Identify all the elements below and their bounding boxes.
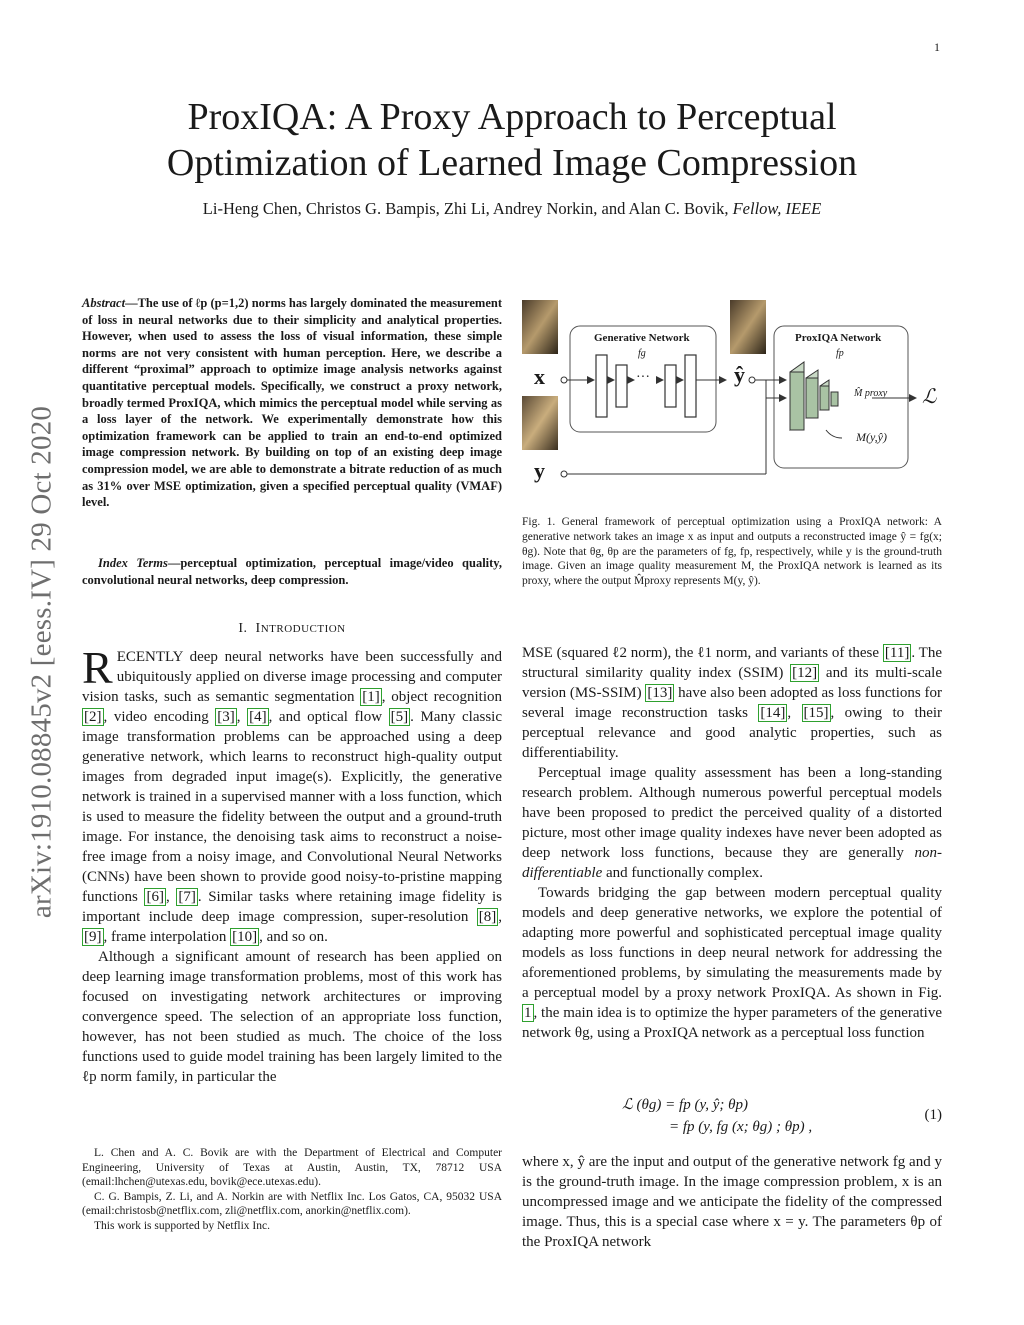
right-paragraph-4: where x, ŷ are the input and output of the generative network fg and y is the ground-truth image. In the image compression problem, x is an uncompressed image and we anticipate the fidelity of the compressed image. Thus, this is a special case where x = y. The parameters θp of the ProxIQA network xyxy=(522,1154,942,1250)
figure-reference-link[interactable]: 1 xyxy=(524,1005,532,1021)
citation-link[interactable]: [4] xyxy=(249,709,267,725)
page-number: 1 xyxy=(934,40,940,54)
citation-link[interactable]: [1] xyxy=(362,689,380,705)
footnote: L. Chen and A. C. Bovik are with the Department of Electrical and Computer Engineering, University of Texas at Austin, Austin, TX, 78712 USA (email:lhchen@utexas.edu, bovik@ece.utexas.edu). xyxy=(82,1147,502,1188)
citation-link[interactable]: [6] xyxy=(146,889,164,905)
author-line: Li-Heng Chen, Christos G. Bampis, Zhi Li, Andrey Norkin, and Alan C. Bovik, Fellow, IEEE xyxy=(202,199,822,218)
proxiqa-network-fp: fp xyxy=(836,348,844,359)
citation-link[interactable]: [7] xyxy=(178,889,196,905)
citation-link[interactable]: [9] xyxy=(84,929,102,945)
ground-truth-image-y xyxy=(522,396,558,450)
citation-link[interactable]: [2] xyxy=(84,709,102,725)
index-terms: Index Terms—perceptual optimization, perceptual image/video quality, convolutional neural networks, deep compression. xyxy=(82,556,502,587)
author-fellow: Fellow, IEEE xyxy=(732,199,822,218)
generative-network-fg: fg xyxy=(638,348,646,359)
generative-layers xyxy=(596,355,696,417)
right-paragraph-2: Perceptual image quality assessment has been a long-standing research problem. Although numerous powerful perceptual models have been proposed to predict the perceived quality of a distorted picture, most other image quality indexes have never been adopted as deep network loss functions, because they are generally non-differentiable and functionally complex. xyxy=(522,765,942,881)
intro-paragraph-1: RECENTLY deep neural networks have been successfully and ubiquitously applied on diverse image processing and computer vision tasks, such as semantic segmentation [1] , object recognition [2] , video encoding [3] , [4] , and optical flow [5] . Many classic image transformation problems can be approached using a deep generative network, which learns to reconstruct high-quality output images from degraded input image(s). Explicitly, the generative network is trained in a supervised manner with a loss function, which is used to measure the fidelity between the output and a ground-truth image. For instance, the denoising task aims to reconstruct a noise-free image from a noisy image, and Convolutional Neural Networks (CNNs) have been shown to provide good noisy-to-pristine mapping functions [6] , [7] . Similar tasks where retaining image fidelity is important include deep image compression, super-resolution [8] , [9] , frame interpolation [10] , and so on. xyxy=(82,642,503,945)
label-mxy: M(y,ŷ) xyxy=(856,430,887,444)
label-yhat: ŷ xyxy=(734,362,745,387)
paper-title: ProxIQA: A Proxy Approach to Perceptual Optimization of Learned Image Compression xyxy=(166,96,858,184)
label-mproxy: M̂ proxy xyxy=(854,388,888,399)
citation-link[interactable]: [14] xyxy=(760,705,786,721)
figure-1 xyxy=(520,298,950,508)
citation-link[interactable]: [5] xyxy=(390,709,409,725)
generative-network-label: Generative Network xyxy=(594,332,690,344)
label-y: y xyxy=(534,458,545,483)
arxiv-stamp: arXiv:1910.08845v2 [eess.IV] 29 Oct 2020 xyxy=(25,405,58,919)
label-loss: ℒ xyxy=(922,386,937,408)
right-paragraph-3: Towards bridging the gap between modern perceptual quality models and deep generative networks, we explore the potential of adapting more powerful and sophisticated perceptual image quality models as loss functions in deep neural network for addressing the aforementioned problems, by simulating the measurements made by a perceptual model by a proxy network ProxIQA. As shown in Fig. 1 , the main idea is to optimize the hyper parameters of the generative network θg, using a ProxIQA network as a perceptual loss function xyxy=(522,885,942,1041)
introduction-left-column xyxy=(82,642,503,1087)
intro-paragraph-2: Although a significant amount of research has been applied on deep learning image transformation problems, most of this work has focused on investigating network architectures or improving convergence speed. The selection of an appropriate loss function, however, has not been studied as much. The choice of the loss functions used to guide model training has been largely limited to the ℓp norm family, in particular the xyxy=(82,949,502,1085)
right-column-continued xyxy=(522,1152,942,1252)
citation-link[interactable]: [10] xyxy=(232,929,258,945)
footnote: This work is supported by Netflix Inc. xyxy=(94,1219,270,1232)
introduction-right-column xyxy=(522,643,942,1043)
input-image-x xyxy=(522,300,558,354)
citation-link[interactable]: [8] xyxy=(478,909,497,925)
right-paragraph-1: MSE (squared ℓ2 norm), the ℓ1 norm, and variants of these [11] . The structural similarity quality index (SSIM) [12] and its multi-scale version (MS-SSIM) [13] have also been adopted as loss functions for several image reconstruction tasks [14] , [15] , owing to their perceptual relevance and good analytic properties, such as differentiability. xyxy=(522,645,943,761)
proxiqa-network-label: ProxIQA Network xyxy=(795,332,882,344)
abstract: Abstract—The use of ℓp (p=1,2) norms has largely dominated the measurement of loss in neural networks due to their simplicity and analytical properties. However, when used to assess the loss of visual information, these simple norms are not very consistent with human perception. Here, we describe a different “proximal” approach to optimize image analysis networks against quantitative perceptual models. Specifically, we construct a proxy network, broadly termed ProxIQA, which mimics the perceptual model while serving as a loss layer of the network. We experimentally demonstrate how this optimization framework can be applied to train an end-to-end optimized image compression network. By building on top of an existing deep image compression model, we are able to demonstrate a bitrate reduction of as much as 31% over MSE optimization, given a specified perceptual quality (VMAF) level. xyxy=(82,296,502,510)
citation-link[interactable]: [15] xyxy=(803,705,829,721)
framework-diagram xyxy=(520,298,950,508)
citation-link[interactable]: [11] xyxy=(884,645,910,661)
label-x: x xyxy=(534,364,545,389)
citation-link[interactable]: [13] xyxy=(647,685,673,701)
output-image-yhat xyxy=(730,300,766,354)
figure-1-caption: Fig. 1. General framework of perceptual optimization using a ProxIQA network: A generative network takes an image x as input and outputs a reconstructed image ŷ = fg(x; θg). Note that θg, θp are the parameters of fg, fp, respectively, while y is the ground-truth image. Given an image quality measurement M, the ProxIQA network is learned as its proxy, where the output M̂proxy represents M(y, ŷ). xyxy=(522,516,942,588)
section-heading-introduction: I. INTRODUCTION xyxy=(238,621,346,636)
citation-link[interactable]: [3] xyxy=(217,709,235,725)
drop-cap: R xyxy=(82,642,113,693)
footnotes xyxy=(82,1146,502,1233)
footnote: C. G. Bampis, Z. Li, and A. Norkin are with Netflix Inc. Los Gatos, CA, 95032 USA (email:christosb@netflix.com, zli@netflix.com, anorkin@netflix.com). xyxy=(82,1190,502,1217)
generative-dots: ··· xyxy=(636,370,650,385)
equation-1: ℒ (θg) = fp (y, ŷ; θp) = fp (y, fg (x; θg) ; θp) , (1) xyxy=(622,1097,942,1135)
equation-number: (1) xyxy=(924,1107,942,1123)
citation-link[interactable]: [12] xyxy=(792,665,818,681)
proxiqa-layers xyxy=(790,362,838,430)
